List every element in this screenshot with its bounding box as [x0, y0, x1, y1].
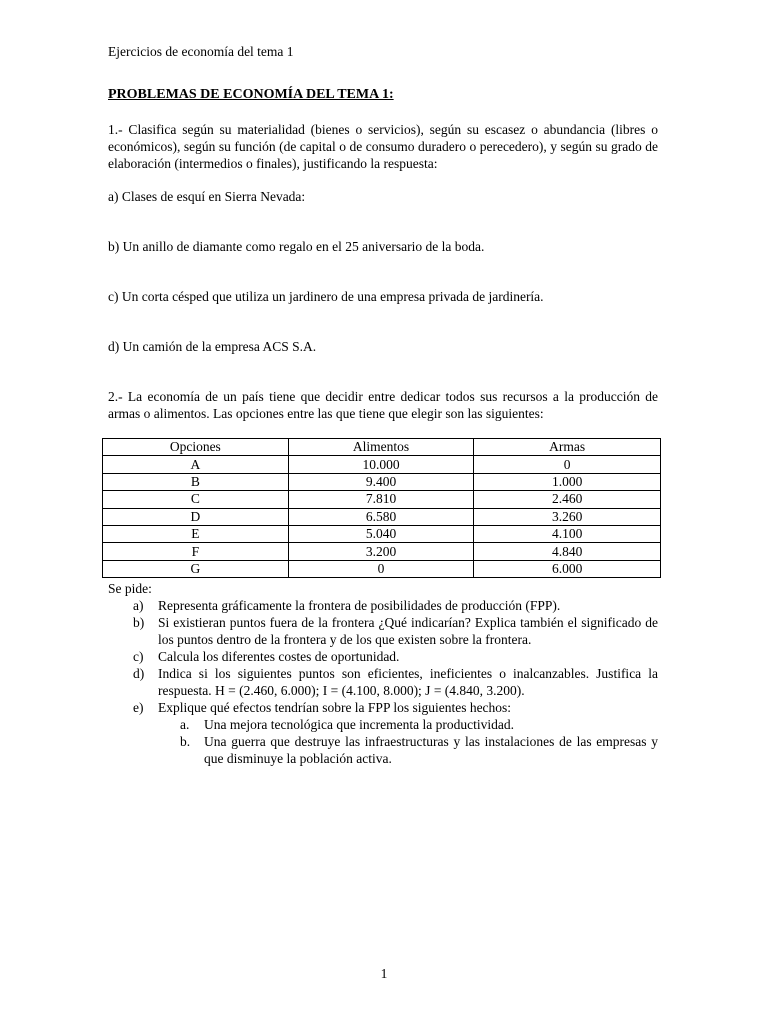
- table-header-cell: Opciones: [103, 439, 289, 456]
- table-row: [103, 456, 661, 473]
- list-marker: d): [133, 666, 145, 681]
- table-row: [103, 473, 661, 490]
- sub-list-marker: b.: [180, 734, 191, 749]
- table-cell: 7.810: [288, 491, 474, 508]
- question-1-intro: 1.- Clasifica según su materialidad (bienes o servicios), según su escasez o abundancia (libres o económicos), según su función (de capital o de consumo duradero o perecedero), y según su grado de elaboración (intermedios o finales), justificando la respuesta:: [108, 122, 658, 171]
- sub-list-item: [180, 716, 658, 733]
- table-cell: F: [103, 543, 289, 560]
- table-cell: C: [103, 491, 289, 508]
- page-header: Ejercicios de economía del tema 1: [108, 44, 294, 59]
- table-cell: 0: [288, 560, 474, 577]
- table-cell: D: [103, 508, 289, 525]
- table-cell: 10.000: [288, 456, 474, 473]
- table-cell: 6.000: [474, 560, 661, 577]
- list-item: [108, 614, 658, 648]
- table-cell: E: [103, 525, 289, 542]
- document-title: PROBLEMAS DE ECONOMÍA DEL TEMA 1:: [108, 87, 394, 102]
- table-cell: 0: [474, 456, 661, 473]
- table-row: [103, 508, 661, 525]
- table-cell: 6.580: [288, 508, 474, 525]
- list-marker: a): [133, 598, 144, 613]
- tasks-list: [108, 580, 658, 767]
- list-item: [108, 699, 658, 716]
- list-item-text: Explique qué efectos tendrían sobre la FPP los siguientes hechos:: [158, 700, 512, 715]
- table-cell: 9.400: [288, 473, 474, 490]
- page-number: 1: [380, 966, 388, 981]
- table-cell: G: [103, 560, 289, 577]
- list-item: [108, 648, 658, 665]
- list-item: [108, 665, 658, 699]
- table-cell: B: [103, 473, 289, 490]
- list-item-text: Indica si los siguientes puntos son eficientes, ineficientes o inalcanzables. Justifica la respuesta. H = (2.460, 6.000); I = (4.100, 8.000); J = (4.840, 3.200).: [158, 666, 658, 698]
- table-header-cell: Armas: [474, 439, 661, 456]
- question-2-intro: 2.- La economía de un país tiene que decidir entre dedicar todos sus recursos a la producción de armas o alimentos. Las opciones entre las que tiene que elegir son las siguientes:: [108, 389, 658, 421]
- se-pide-label: Se pide:: [108, 581, 152, 596]
- list-item-text: Si existieran puntos fuera de la frontera ¿Qué indicarían? Explica también el significado de los puntos dentro de la frontera y de los que existen sobre la frontera.: [158, 615, 658, 647]
- table-row: [103, 491, 661, 508]
- table-cell: 5.040: [288, 525, 474, 542]
- question-1-item-b: b) Un anillo de diamante como regalo en el 25 aniversario de la boda.: [108, 239, 485, 254]
- question-1-item-d: d) Un camión de la empresa ACS S.A.: [108, 339, 317, 354]
- question-1-item-a: a) Clases de esquí en Sierra Nevada:: [108, 189, 306, 204]
- table-cell: 3.260: [474, 508, 661, 525]
- question-1-item-c: c) Un corta césped que utiliza un jardinero de una empresa privada de jardinería.: [108, 289, 544, 304]
- sub-list-item-text: Una guerra que destruye las infraestructuras y las instalaciones de las empresas y que disminuye la población activa.: [204, 734, 658, 766]
- table-cell: 4.840: [474, 543, 661, 560]
- table-cell: A: [103, 456, 289, 473]
- table-header-cell: Alimentos: [288, 439, 474, 456]
- table-header-row: [103, 439, 661, 456]
- table-row: [103, 560, 661, 577]
- table-row: [103, 543, 661, 560]
- sub-list-marker: a.: [180, 717, 190, 732]
- table-cell: 1.000: [474, 473, 661, 490]
- list-marker: b): [133, 615, 145, 630]
- sub-list-item: [180, 733, 658, 767]
- list-item: [108, 597, 658, 614]
- table-cell: 3.200: [288, 543, 474, 560]
- table-cell: 2.460: [474, 491, 661, 508]
- sub-list-item-text: Una mejora tecnológica que incrementa la productividad.: [204, 717, 514, 732]
- options-table: [102, 438, 661, 578]
- list-item-text: Calcula los diferentes costes de oportunidad.: [158, 649, 400, 664]
- list-marker: c): [133, 649, 144, 664]
- list-item-text: Representa gráficamente la frontera de posibilidades de producción (FPP).: [158, 598, 561, 613]
- table-cell: 4.100: [474, 525, 661, 542]
- table-row: [103, 525, 661, 542]
- list-marker: e): [133, 700, 144, 715]
